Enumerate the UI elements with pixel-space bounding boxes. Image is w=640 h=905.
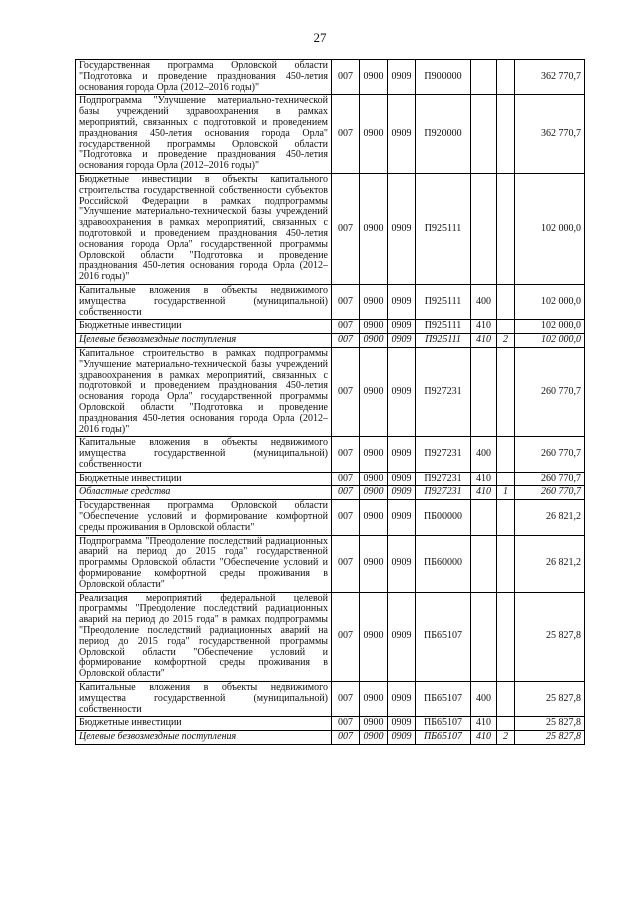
row-subsection-code: 0909 [388,682,416,717]
row-ved-code: 007 [332,284,360,319]
row-subsection-code: 0909 [388,717,416,731]
row-source: 2 [497,731,515,745]
table-row [76,437,585,472]
row-target-article: П900000 [416,60,471,95]
row-section-code: 0900 [360,173,388,284]
row-subsection-code: 0909 [388,95,416,174]
row-target-article: П927231 [416,486,471,500]
row-target-article: ПБ65107 [416,731,471,745]
row-section-code: 0900 [360,347,388,436]
row-ved-code: 007 [332,95,360,174]
row-section-code: 0900 [360,334,388,348]
row-section-code: 0900 [360,717,388,731]
row-amount: 25 827,8 [515,682,585,717]
table-row [76,682,585,717]
row-expense-type: 410 [471,731,497,745]
row-expense-type: 410 [471,486,497,500]
row-source [497,347,515,436]
row-amount: 25 827,8 [515,717,585,731]
row-subsection-code: 0909 [388,60,416,95]
row-target-article: ПБ60000 [416,535,471,592]
row-name: Подпрограмма "Улучшение материально-технической базы учреждений здравоохранения в рамках мероприятий, связанных с подготовкой и проведением празднования 450-летия основания города Орла" государственной программы Орловской области "Подготовка и проведение празднования 450-летия основания города Орла (2012–2016 годы)" [76,95,332,174]
row-ved-code: 007 [332,334,360,348]
row-section-code: 0900 [360,535,388,592]
row-section-code: 0900 [360,682,388,717]
row-amount: 25 827,8 [515,592,585,681]
row-section-code: 0900 [360,95,388,174]
row-name: Бюджетные инвестиции [76,472,332,486]
row-target-article: ПБ00000 [416,500,471,535]
row-name: Реализация мероприятий федеральной целевой программы "Преодоление последствий радиационных аварий на период до 2015 года" в рамках подпрограммы "Преодоление последствий радиационных аварий на период до 2015 года" государственной программы Орловской области "Обеспечение условий и формирование комфортной среды проживания в Орловской области" [76,592,332,681]
row-section-code: 0900 [360,60,388,95]
row-ved-code: 007 [332,535,360,592]
row-expense-type [471,500,497,535]
table-row [76,472,585,486]
row-name: Капитальные вложения в объекты недвижимого имущества государственной (муниципальной) собственности [76,437,332,472]
row-expense-type: 400 [471,437,497,472]
row-expense-type: 400 [471,682,497,717]
row-target-article: П927231 [416,437,471,472]
row-subsection-code: 0909 [388,347,416,436]
row-name: Капитальное строительство в рамках подпрограммы "Улучшение материально-технической базы учреждений здравоохранения в рамках мероприятий, связанных с подготовкой и проведением празднования 450-летия основания города Орла" государственной программы Орловской области "Подготовка и проведение празднования 450-летия основания города Орла (2012–2016 годы)" [76,347,332,436]
row-name: Областные средства [76,486,332,500]
row-source [497,437,515,472]
row-ved-code: 007 [332,347,360,436]
row-section-code: 0900 [360,500,388,535]
row-source [497,717,515,731]
row-target-article: ПБ65107 [416,717,471,731]
table-row [76,717,585,731]
row-amount: 362 770,7 [515,60,585,95]
row-ved-code: 007 [332,717,360,731]
row-amount: 260 770,7 [515,437,585,472]
row-name: Бюджетные инвестиции в объекты капитального строительства государственной собственности субъектов Российской Федерации в рамках подпрограммы "Улучшение материально-технической базы учреждений здравоохранения в рамках мероприятий, связанных с подготовкой и проведением празднования 450-летия основания города Орла" государственной программы Орловской области "Подготовка и проведение празднования 450-летия основания города Орла (2012–2016 годы)" [76,173,332,284]
row-name: Государственная программа Орловской области "Подготовка и проведение празднования 450-летия основания города Орла (2012–2016 годы)" [76,60,332,95]
budget-table [75,59,585,745]
row-subsection-code: 0909 [388,731,416,745]
table-row [76,347,585,436]
row-name: Подпрограмма "Преодоление последствий радиационных аварий на период до 2015 года" государственной программы Орловской области "Обеспечение условий и формирование комфортной среды проживания в Орловской области" [76,535,332,592]
table-row [76,500,585,535]
row-subsection-code: 0909 [388,472,416,486]
row-name: Целевые безвозмездные поступления [76,334,332,348]
page-number: 27 [313,30,327,45]
row-target-article: П927231 [416,472,471,486]
row-target-article: П925111 [416,320,471,334]
row-ved-code: 007 [332,472,360,486]
row-subsection-code: 0909 [388,486,416,500]
row-expense-type: 400 [471,284,497,319]
row-subsection-code: 0909 [388,173,416,284]
row-subsection-code: 0909 [388,284,416,319]
row-ved-code: 007 [332,592,360,681]
table-row [76,592,585,681]
row-target-article: П925111 [416,334,471,348]
row-subsection-code: 0909 [388,535,416,592]
row-amount: 102 000,0 [515,334,585,348]
row-expense-type [471,173,497,284]
table-row [76,60,585,95]
row-source [497,284,515,319]
row-name: Бюджетные инвестиции [76,320,332,334]
row-section-code: 0900 [360,486,388,500]
row-target-article: П925111 [416,284,471,319]
table-row [76,173,585,284]
row-expense-type [471,592,497,681]
row-section-code: 0900 [360,284,388,319]
row-section-code: 0900 [360,592,388,681]
row-name: Бюджетные инвестиции [76,717,332,731]
row-ved-code: 007 [332,682,360,717]
row-expense-type: 410 [471,472,497,486]
table-row [76,320,585,334]
row-source [497,95,515,174]
row-ved-code: 007 [332,320,360,334]
row-subsection-code: 0909 [388,320,416,334]
row-expense-type [471,95,497,174]
table-row [76,95,585,174]
row-ved-code: 007 [332,500,360,535]
row-ved-code: 007 [332,486,360,500]
row-amount: 26 821,2 [515,500,585,535]
row-source [497,592,515,681]
row-source [497,500,515,535]
row-amount: 102 000,0 [515,320,585,334]
row-amount: 102 000,0 [515,173,585,284]
row-source: 2 [497,334,515,348]
row-source [497,320,515,334]
row-amount: 260 770,7 [515,486,585,500]
table-row [76,731,585,745]
row-target-article: П927231 [416,347,471,436]
row-subsection-code: 0909 [388,592,416,681]
row-expense-type: 410 [471,320,497,334]
row-amount: 102 000,0 [515,284,585,319]
row-amount: 362 770,7 [515,95,585,174]
row-expense-type [471,535,497,592]
row-expense-type: 410 [471,334,497,348]
row-source [497,60,515,95]
row-amount: 260 770,7 [515,472,585,486]
row-source [497,682,515,717]
row-section-code: 0900 [360,472,388,486]
row-ved-code: 007 [332,60,360,95]
row-source: 1 [497,486,515,500]
row-source [497,535,515,592]
row-source [497,472,515,486]
row-target-article: ПБ65107 [416,592,471,681]
row-section-code: 0900 [360,731,388,745]
row-ved-code: 007 [332,437,360,472]
row-section-code: 0900 [360,320,388,334]
row-ved-code: 007 [332,173,360,284]
row-target-article: П920000 [416,95,471,174]
row-expense-type [471,347,497,436]
row-subsection-code: 0909 [388,437,416,472]
row-name: Капитальные вложения в объекты недвижимого имущества государственной (муниципальной) собственности [76,682,332,717]
row-name: Капитальные вложения в объекты недвижимого имущества государственной (муниципальной) собственности [76,284,332,319]
row-subsection-code: 0909 [388,334,416,348]
row-name: Государственная программа Орловской области "Обеспечение условий и формирование комфортной среды проживания в Орловской области" [76,500,332,535]
table-row [76,535,585,592]
row-ved-code: 007 [332,731,360,745]
row-expense-type [471,60,497,95]
row-name: Целевые безвозмездные поступления [76,731,332,745]
row-target-article: ПБ65107 [416,682,471,717]
row-amount: 25 827,8 [515,731,585,745]
row-amount: 26 821,2 [515,535,585,592]
table-row [76,486,585,500]
row-expense-type: 410 [471,717,497,731]
row-source [497,173,515,284]
row-amount: 260 770,7 [515,347,585,436]
table-row [76,284,585,319]
row-subsection-code: 0909 [388,500,416,535]
table-row [76,334,585,348]
row-target-article: П925111 [416,173,471,284]
row-section-code: 0900 [360,437,388,472]
